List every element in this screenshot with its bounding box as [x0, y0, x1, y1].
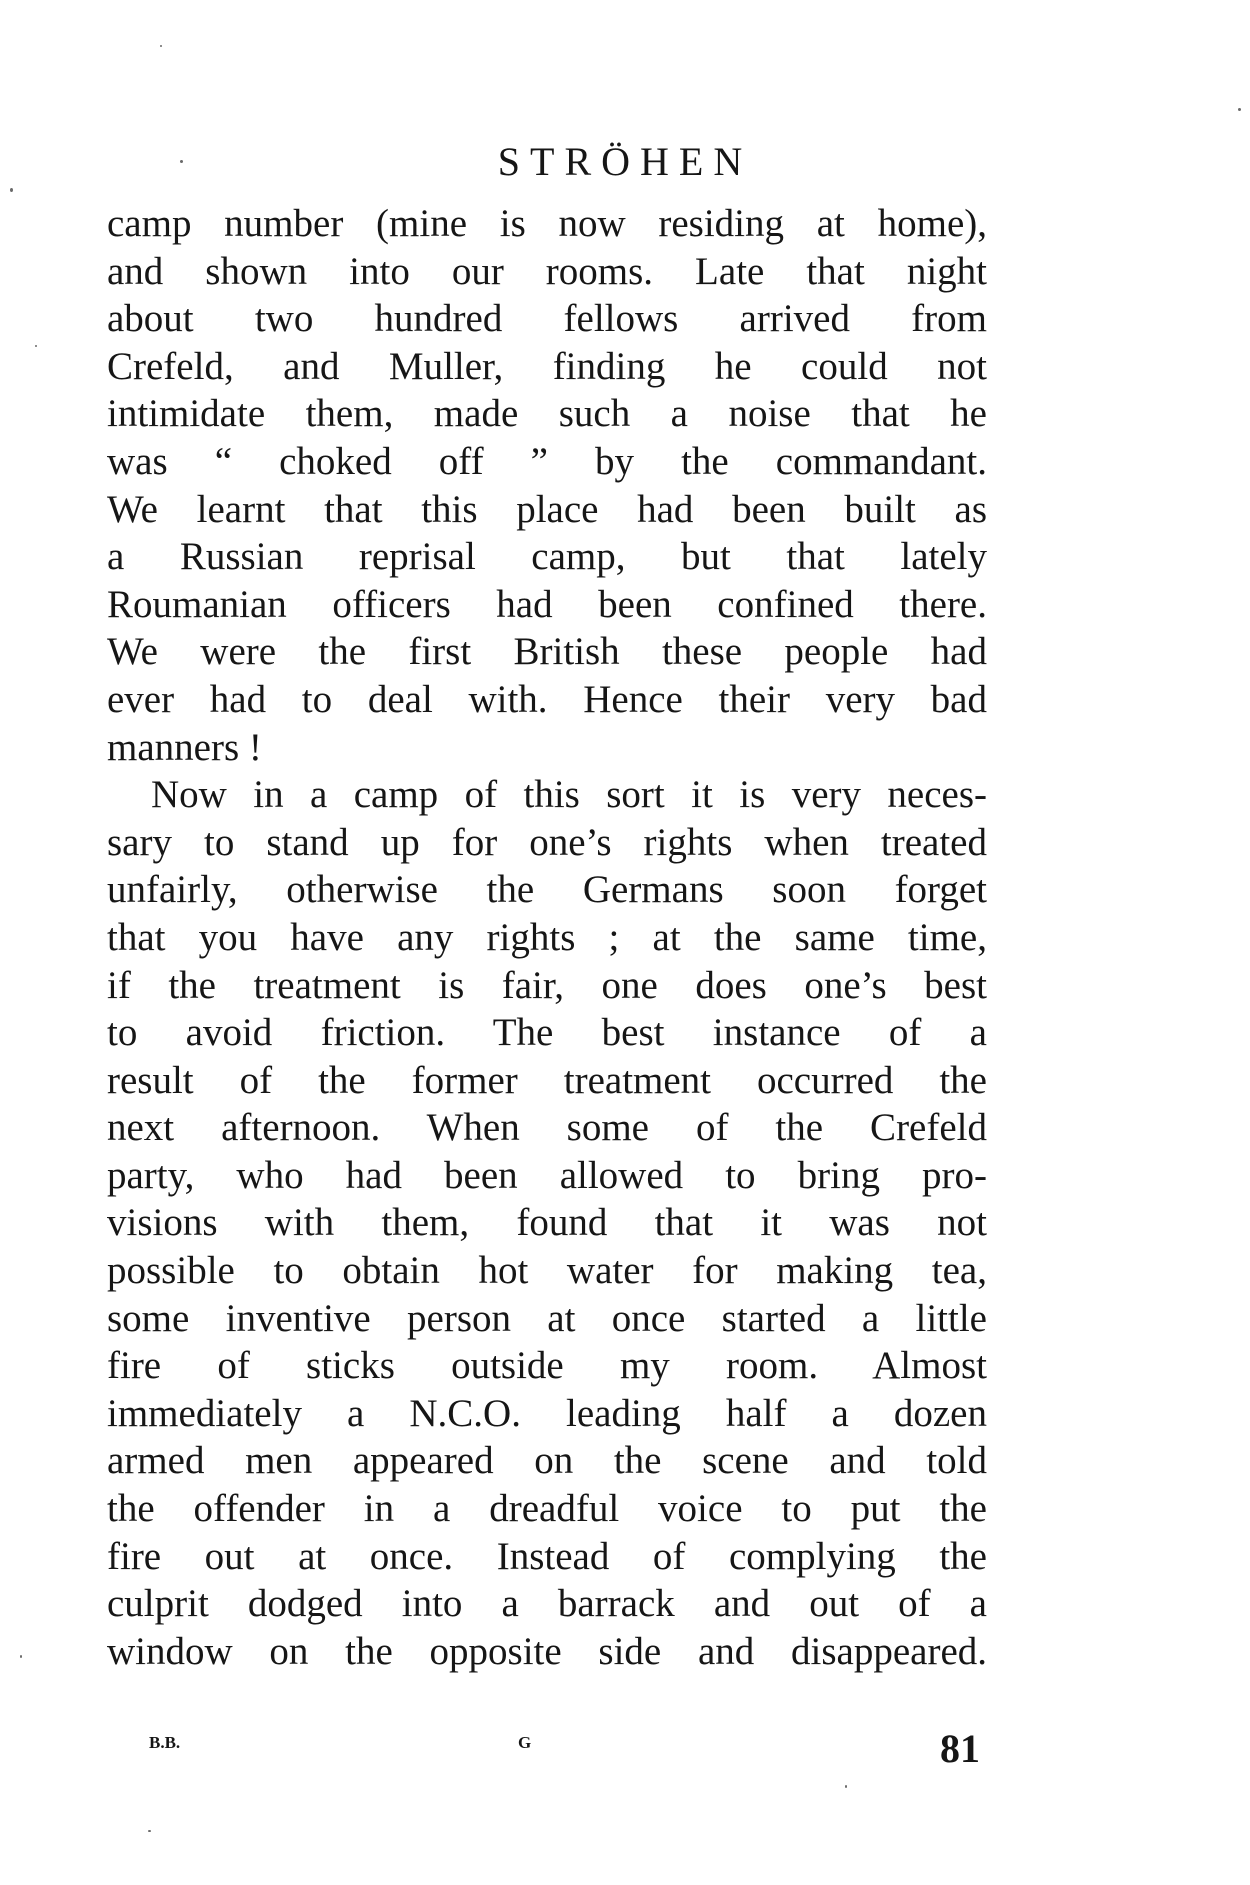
- text-line: the offender in a dreadful voice to put the: [107, 1487, 987, 1531]
- text-line: if the treatment is fair, one does one’s best: [107, 963, 987, 1007]
- running-head: STRÖHEN: [497, 139, 753, 184]
- text-line: visions with them, found that it was not: [107, 1201, 987, 1245]
- text-line: unfairly, otherwise the Germans soon forget: [107, 868, 987, 912]
- text-line: party, who had been allowed to bring pro-: [107, 1153, 987, 1197]
- text-line: window on the opposite side and disappeared.: [107, 1629, 987, 1673]
- text-line: that you have any rights ; at the same time,: [107, 915, 987, 959]
- page-footer: [0, 1725, 1250, 1775]
- paper-speck: [845, 1785, 847, 1788]
- paper-speck: [160, 45, 162, 47]
- text-line: about two hundred fellows arrived from: [107, 297, 987, 341]
- text-line: armed men appeared on the scene and told: [107, 1439, 987, 1483]
- page-number: 81: [940, 1726, 980, 1771]
- text-line: some inventive person at once started a little: [107, 1296, 987, 1340]
- text-line: fire of sticks outside my room. Almost: [107, 1344, 987, 1388]
- text-line: camp number (mine is now residing at home),: [107, 202, 987, 245]
- text-line: sary to stand up for one’s rights when treated: [107, 820, 987, 864]
- paper-speck: [180, 160, 183, 163]
- text-line: immediately a N.C.O. leading half a dozen: [107, 1391, 987, 1435]
- text-line: intimidate them, made such a noise that he: [107, 392, 987, 436]
- paper-speck: [35, 345, 37, 347]
- text-line: a Russian reprisal camp, but that lately: [107, 535, 987, 579]
- text-line: We were the first British these people had: [107, 630, 987, 674]
- text-line: Roumanian officers had been confined there.: [107, 582, 987, 626]
- paper-speck: [10, 188, 13, 192]
- paper-speck: [148, 1830, 151, 1832]
- text-line: Crefeld, and Muller, finding he could not: [107, 344, 987, 388]
- body-text: [107, 200, 987, 1675]
- signature-mark-mid: G: [518, 1733, 532, 1752]
- text-line: next afternoon. When some of the Crefeld: [107, 1106, 987, 1150]
- signature-mark-left: B.B.: [149, 1733, 181, 1752]
- paper-speck: [20, 1655, 22, 1658]
- text-line: ever had to deal with. Hence their very bad: [107, 677, 987, 721]
- text-line: possible to obtain hot water for making tea,: [107, 1249, 987, 1293]
- text-line: culprit dodged into a barrack and out of a: [107, 1582, 987, 1626]
- text-line: to avoid friction. The best instance of a: [107, 1011, 987, 1055]
- text-line: result of the former treatment occurred the: [107, 1058, 987, 1102]
- text-line: was “ choked off ” by the commandant.: [107, 439, 987, 483]
- text-line: and shown into our rooms. Late that night: [107, 249, 987, 293]
- text-line: We learnt that this place had been built as: [107, 487, 987, 531]
- text-line: manners !: [107, 725, 262, 769]
- text-line: Now in a camp of this sort it is very neces-: [151, 773, 987, 817]
- paper-speck: [1238, 108, 1241, 111]
- text-line: fire out at once. Instead of complying the: [107, 1534, 987, 1578]
